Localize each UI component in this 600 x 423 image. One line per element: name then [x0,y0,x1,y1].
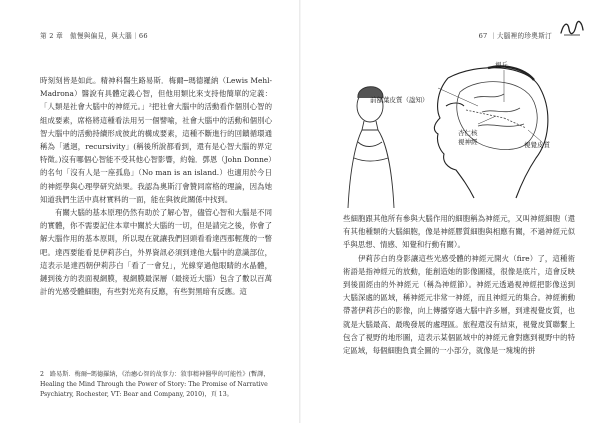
paragraph: 些細胞跟其他所有參與大腦作用的細胞稱為神經元，又叫神經細胞（還有其他種類的大腦細胞，像是神經膠質細胞與相應有關，不過神經元似乎與思想、情感、知覺和行動有關）。 [343,214,575,250]
brain-illustration [328,58,578,210]
woman-figure [348,87,394,208]
label-visual-cortex: 視覺皮質 [524,141,550,149]
running-head-right: 67 ｜大腦裡的珍奧斯汀 [478,32,552,40]
label-thalamus: 視丘 [495,61,508,69]
label-amygdala: 杏仁核 [458,129,478,137]
paragraph: 有關大腦的基本原理仍然有助於了解心智，儘管心智和大腦是不同的實體，你不需要記住本章中關於大腦的一切，但是請完之後，你會了解大腦作用的基本原則，所以現在就讓我們回頭看看達西那輕蔑的一瞥吧。達西要能看見伊莉莎白，外界資訊必須到達他大腦中的意識部位，這表示是達西朝伊莉莎白「看了一會兒」，光線穿過他眼睛的水晶體，鏈到後方的表面視網膜，視網膜最深層（最接近大腦）包含了數以百萬計的光感受體細胞，有些對光亮有反應，有些對黑暗有反應。這 [40,208,272,297]
right-body-text [343,212,575,357]
running-head-left: 第 2 章 傲慢與偏見，與大腦｜66 [40,32,148,40]
publisher-logo [558,20,586,38]
footnote-number: 2 [40,371,44,378]
footnote [40,370,272,401]
label-prefrontal-cortex: 前額葉皮質（諡知） [370,96,429,104]
paragraph: 伊莉莎白的身影讓這些光感受體的神經元開火（fire）了，這種術術語是指神經元的放動，能創造她的影像圖樣，很像是底片，這會反映到後面經由的外神經元（稱為神經節）。神經元透過視神經把影像送到大腦深處的區域，稱神經元非常一神經，而且神經元的集合。神經衝動帶著伊莉莎白的影像，向上傳播穿過大腦中許多層，到達視覺皮質，也就是大腦最高、最晚發展的處理區。旅程還沒有結束，視覺皮質聯繫上包含了視野的地形圖，這表示某個區域中的神經元會對應到視野中的特定區域，每個細胞負責全圖的一小部分，就像是一塊塊的拼 [343,253,575,356]
paragraph: 時刻刻皆是如此。精神科醫生路易斯．梅爾─瑪德羅納（Lewis Mehl-Madrona）醫說有具體定義心智，但他用類比來支持他簡單的定義：「人類是社會大腦中的神經元。」²把社會大腦中的活動看作個別心智的組成要素，席格將這種看法用另一個譬喻，社會大腦中的活動和個別心智大腦中的活動持續形成彼此的構成要素，這種不斷進行的回饋循環通稱為「遞迴，recursivity」(稱後所說都看到，還有是心智大腦的界定特徵。)沒有哪個心智能不受其他心智影響，約翰．鄧恩（John Donne）的名句「沒有人是一座孤島」（No man is an island.）也適用於今日的神經學與心理學研究結果。我認為奧斯汀會贊同席格的理論，因為她知道我們生活中真材實料的一面，能在與彼此關係中找到。 [40,76,272,204]
label-pointers [438,70,542,142]
left-body-text [40,74,272,298]
footnote-text: 路易斯．梅爾─瑪德羅納，《治癒心智的故事力：敘事精神醫學的可能性》(暫譯，Healing the Mind Through the Power of Story: The Promise of Narrative Psychiatry, Rochester, VT: Bear and Company, 2010)，頁 13。 [40,371,270,399]
label-optic-nerve: 視神經 [458,138,478,146]
